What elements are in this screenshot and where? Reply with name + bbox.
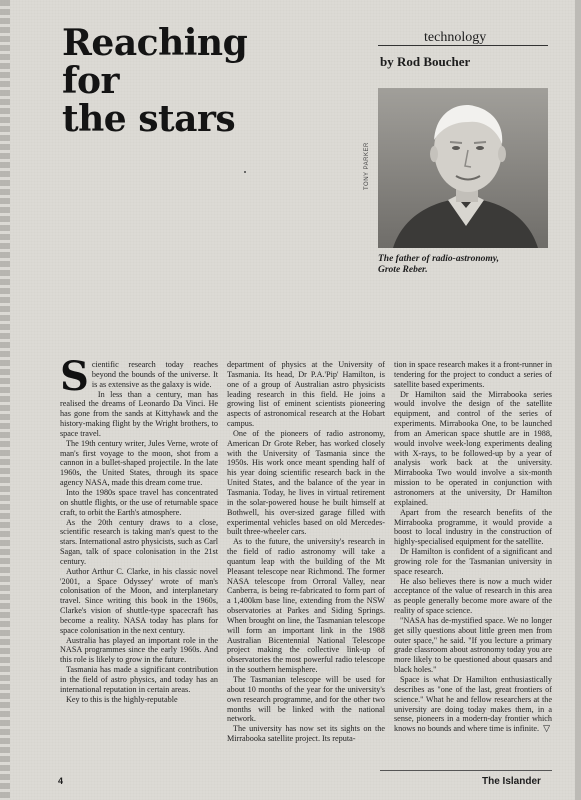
paragraph: Tasmania has made a significant contribution in the field of astro physics, and today has an international reputation in certain areas. <box>60 665 218 694</box>
photo-credit: TONY PARKER <box>364 142 370 190</box>
page-number: 4 <box>58 776 64 786</box>
paragraph: Dr Hamilton is confident of a significant and growing role for the Tasmanian university in space research. <box>394 547 552 576</box>
paragraph: One of the pioneers of radio astronomy, American Dr Grote Reber, has worked closely with the University of Tasmania since the 1950s. His work once meant spending half of his year doing scientific research back in the United States, and the balance of the year in Tasmania. Today, he lives in virtual retirement in the solar-powered house he built himself at Bothwell, his over-sized garage filled with experimental vehicles based on old Mercedes-built three-wheeler cars. <box>227 428 385 537</box>
paragraph <box>394 675 552 734</box>
portrait-photo <box>378 88 548 248</box>
column-3 <box>394 360 552 760</box>
paragraph: Key to this is the highly-reputable <box>66 694 178 704</box>
paragraph-text: Space is what Dr Hamilton enthusiastically describes as "one of the last, great frontiers of science." What he and fellow researchers at the university are doing today makes them, in a sense, pioneers in a modern-day frontier which knows no bounds and where time is infinite. <box>394 675 552 734</box>
section-label: technology <box>424 30 487 45</box>
photo-caption <box>378 254 558 276</box>
page-edge <box>575 0 581 800</box>
paragraph: The university has now set its sights on the Mirrabooka satellite project. Its reputa- <box>227 724 385 744</box>
paragraph: Apart from the research benefits of the Mirrabooka programme, it would provide a boost to local industry in the construction of highly-specialised equipment for the satellite. <box>394 507 552 547</box>
article-headline <box>62 24 302 138</box>
caption-line-1: The father of radio-astronomy, <box>378 254 500 264</box>
paragraph: Author Arthur C. Clarke, in his classic novel '2001, a Space Odyssey' wrote of man's colonisation of the Moon, and interplanetary travel. Since writing this book in the 1960s, Clarke's vision of shuttle-type spacecraft has become a reality. NASA today has plans for space colonisation in the next century. <box>60 566 218 635</box>
paragraph: Into the 1980s space travel has concentrated on shuttle flights, or the use of returnable space craft, to orbit the Earth's atmosphere. <box>60 487 218 517</box>
footer-rule <box>380 770 552 771</box>
article-body <box>60 360 552 760</box>
headline-line-1: Reaching for <box>62 22 248 102</box>
paragraph: He also believes there is now a much wider acceptance of the value of research in this area as people generally become more aware of the reality of space science. <box>394 576 552 616</box>
paragraph: As the 20th century draws to a close, scientific research is taking man's quest to the stars. International astro physicists, such as Carl Sagan, talk of space colonisation in the 21st century. <box>60 517 218 566</box>
end-mark-icon: ▽ <box>543 723 551 734</box>
paragraph: In less than a century, man has realised the dreams of Leonardo Da Vinci. He has gone from the sands at Kittyhawk and the history-making flight by the Wright brothers, to space travel. <box>60 389 218 438</box>
paragraph: tion in space research makes it a front-runner in tendering for the project to conduct a series of satellite based experiments. <box>394 360 552 389</box>
portrait-illustration <box>378 88 548 248</box>
drop-cap: S <box>60 360 89 400</box>
paragraph-text: cientific research today reaches beyond the bounds of the universe. It is as extensive as the galaxy is wide. <box>91 360 218 389</box>
paragraph: The Tasmanian telescope will be used for about 10 months of the year for the university's own research programme, and for the other two months will be linked with the national network. <box>227 675 385 724</box>
headline-line-2: the stars <box>62 98 236 140</box>
decorative-dot <box>244 171 246 173</box>
paragraph: Dr Hamilton said the Mirrabooka series would involve the design of the satellite equipment, and control of the series of experiments. Mirrabooka One, to be launched from an American space shuttle are in 1988, would involve week-long experiments dealing with X-rays, to be followed-up by a year of analysis work back at the university. Mirrabooka Two would involve a six-month mission to be operated in conjunction with astronomers at the university, Dr Hamilton explained. <box>394 389 552 507</box>
section-rule <box>378 45 548 46</box>
paragraph <box>60 360 218 400</box>
publication-name: The Islander <box>482 776 541 787</box>
column-2 <box>227 360 385 760</box>
paragraph: Australia has played an important role in the NASA programmes since the early 1960s. And this role is likely to grow in the future. <box>60 635 218 665</box>
paragraph: As to the future, the university's research in the field of radio astronomy will take a quantum leap with the building of the Mt Pleasant telescope near Richmond. The former NASA telescope from Orroral Valley, near Canberra, is being re-fabricated to form part of a 1,400km base line, extending from the NSW observatories at Parkes and Siding Springs. When brought on line, the Tasmanian telescope will form an important link in the 1988 Australian Bicentennial National Telescope project making the collective link-up of observatories the most powerful radio telescope in the southern hemisphere. <box>227 537 385 675</box>
binding-edge <box>0 0 10 800</box>
paragraph: "NASA has de-mystified space. We no longer get silly questions about little green men from outer space," he said. "If you lecture a primary grade classroom about astronomy today you are more likely to be questioned about quasars and black holes." <box>394 615 552 675</box>
paragraph: The 19th century writer, Jules Verne, wrote of man's first voyage to the moon, shot from a cannon in a bullet-shaped projectile. In the late 1960s, the United States, through its space agency NASA, made this dream come true. <box>60 438 218 488</box>
byline: by Rod Boucher <box>380 54 471 69</box>
paragraph: department of physics at the University of Tasmania. Its head, Dr P.A.'Pip' Hamilton, is one of a group of Australian astro physicists leading research in this field. He joins a growing list of eminent scientists pioneering aspects of astronomical research at the Hobart campus. <box>227 360 385 429</box>
caption-line-2: Grote Reber. <box>378 265 428 275</box>
column-1 <box>60 360 218 760</box>
